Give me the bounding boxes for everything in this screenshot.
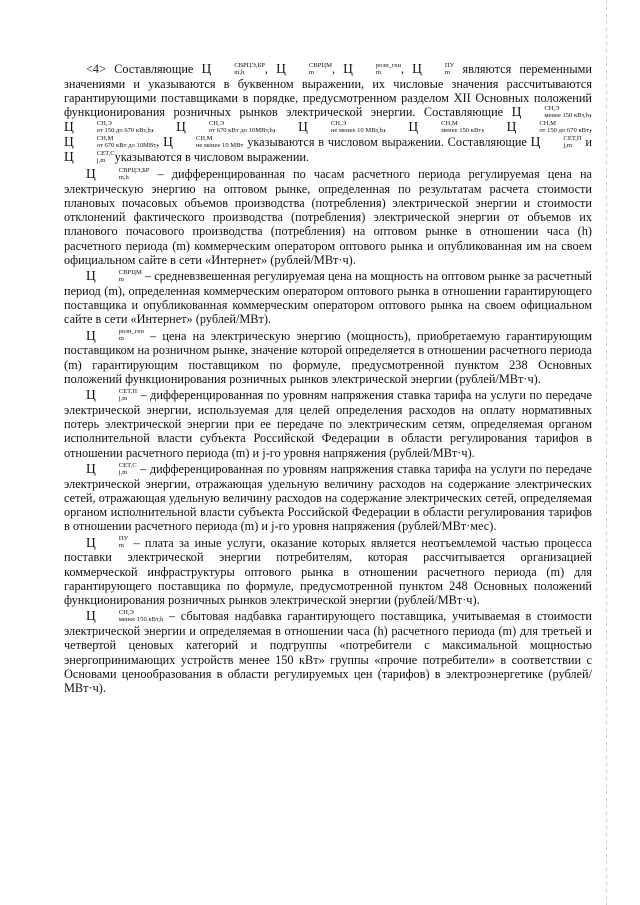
symbol-subscript: менее 150 кВт,h xyxy=(118,616,164,624)
paragraph xyxy=(64,388,592,460)
math-symbol xyxy=(64,134,156,149)
math-symbol xyxy=(412,61,454,76)
symbol-superscript: ПУ xyxy=(444,61,455,69)
symbol-base: Ц xyxy=(176,119,186,135)
symbol-base: Ц xyxy=(511,104,522,120)
math-symbol xyxy=(408,119,481,134)
paragraph-text: <4> Составляющие xyxy=(86,62,202,76)
paragraph xyxy=(64,536,592,608)
symbol-indices xyxy=(354,62,401,76)
symbol-indices xyxy=(97,535,128,549)
symbol-indices xyxy=(522,105,589,119)
paragraph-text: являются переменными значениями и указываются в буквенном выражении, их числовые значения рассчитываются гарантирующими поставщиками в порядке, предусмотренном разделом XII Основных положений функционирования розничных рынков электрической энергии. Составляющие xyxy=(64,62,592,120)
symbol-base: Ц xyxy=(298,119,308,135)
paragraph xyxy=(64,269,592,327)
symbol-subscript: менее 150 кВт,h xyxy=(544,112,589,120)
paragraph-text: – средневзвешенная регулируемая цена на мощность на оптовом рынке за расчетный период (m), определенная коммерческим оператором оптового рынка в отношении гарантирующего поставщика и опубликованная коммерческим оператором оптового рынка на своем официальном сайте в сети «Интернет» (рублей/МВт). xyxy=(64,269,592,327)
symbol-indices xyxy=(97,167,150,181)
paragraph xyxy=(64,462,592,534)
symbol-indices xyxy=(97,388,137,402)
symbol-subscript: m,h xyxy=(234,68,245,76)
math-symbol xyxy=(276,61,332,76)
symbol-indices xyxy=(97,462,137,476)
symbol-superscript: СН,Э xyxy=(118,609,134,617)
paragraph-text: – цена на электрическую энергию (мощность), приобретаемую гарантирующим поставщиком на розничном рынке, значение которой определяется в отношении расчетного периода (m) гарантирующим поставщиком по формуле, предусмотренной пунктом 238 Основных положений функционирования розничных рынков электрической энергии (рублей/МВт·ч). xyxy=(64,328,592,386)
symbol-base: Ц xyxy=(86,460,96,476)
symbol-superscript: СН,М xyxy=(96,135,114,143)
math-symbol xyxy=(64,149,115,164)
symbol-superscript: СЕТ,С xyxy=(118,461,137,469)
symbol-indices xyxy=(541,135,581,149)
symbol-indices xyxy=(287,62,332,76)
symbol-superscript: СВРЦЭ,БР xyxy=(234,61,265,69)
paragraph-text: , xyxy=(481,120,507,135)
symbol-superscript: ПУ xyxy=(118,535,129,543)
symbol-indices xyxy=(75,120,151,134)
symbol-base: Ц xyxy=(163,134,173,150)
symbol-indices xyxy=(97,609,164,623)
symbol-subscript: j,m xyxy=(563,142,573,150)
symbol-superscript: СН,М xyxy=(539,120,556,128)
math-symbol xyxy=(86,328,144,343)
symbol-indices xyxy=(309,120,383,134)
paragraph-text: указываются в числовом выражении. Составляющие xyxy=(243,135,531,150)
symbol-indices xyxy=(212,62,265,76)
symbol-subscript: m,h xyxy=(118,173,129,181)
symbol-superscript: СЕТ,П xyxy=(563,135,582,143)
symbol-superscript: СН,Э xyxy=(208,120,225,128)
paragraph-text: , xyxy=(150,120,177,135)
symbol-subscript: m xyxy=(118,335,124,343)
symbol-subscript: j,m xyxy=(118,395,128,402)
symbol-base: Ц xyxy=(64,119,74,135)
paragraph-text: – сбытовая надбавка гарантирующего поставщика, учитываемая в стоимости электрической энергии и определяемая в отношении часа (h) расчетного периода (m) для третьей и четвертой ценовых категорий и подгруппы «потребители с максимальной мощностью энергопринимающих устройств менее 150 кВт» группы «прочие потребители» в соответствии с Основами ценообразования в области регулируемых цен (тарифов) в электроэнергетике (рублей/МВт·ч). xyxy=(64,609,592,695)
paragraph-text: , xyxy=(382,120,409,135)
symbol-superscript: розн_ген xyxy=(118,328,144,336)
symbol-subscript: не менее 10 МВт xyxy=(195,142,244,150)
symbol-base: Ц xyxy=(530,134,541,150)
paragraph-text: и xyxy=(581,135,592,150)
symbol-subscript: менее 150 кВт xyxy=(441,127,482,135)
math-symbol xyxy=(86,166,149,181)
paragraph xyxy=(64,167,592,267)
symbol-base: Ц xyxy=(86,608,96,624)
symbol-base: Ц xyxy=(408,119,419,135)
symbol-superscript: СЕТ,П xyxy=(118,388,137,395)
symbol-superscript: СЕТ,С xyxy=(96,149,115,157)
symbol-base: Ц xyxy=(86,387,96,403)
paragraph xyxy=(64,62,592,165)
symbol-superscript: СВРЦМ xyxy=(308,61,332,69)
symbol-subscript: m xyxy=(308,68,314,76)
math-symbol xyxy=(298,119,383,134)
math-symbol xyxy=(86,608,163,623)
math-symbol xyxy=(86,461,137,476)
symbol-base: Ц xyxy=(506,119,517,135)
symbol-subscript: j,m xyxy=(96,156,106,164)
symbol-indices xyxy=(517,120,589,134)
paragraph-text: – дифференцированная по часам расчетного периода регулируемая цена на электрическую энергию на оптовом рынке, определенная по результатам расчета стоимости плановых почасовых объемов производства (потребления) электрической энергии и стоимости отклонений фактического производства (потребления) электрической энергии от объемов их планового почасового производства (потребления) на оптовом рынке в отношении часа (h) расчетного периода (m) коммерческим оператором оптового рынка и опубликованная им на своем официальном сайте в сети «Интернет» (рублей/МВт·ч). xyxy=(64,166,592,267)
symbol-subscript: m xyxy=(118,275,124,283)
page-edge-dotted-line xyxy=(606,0,607,905)
symbol-base: Ц xyxy=(86,327,96,343)
symbol-subscript: m xyxy=(444,68,451,76)
symbol-subscript: от 150 до 670 кВт xyxy=(539,127,589,135)
symbol-superscript: СН,Э xyxy=(330,120,347,128)
math-symbol xyxy=(64,119,151,134)
symbol-indices xyxy=(75,135,156,149)
symbol-subscript: от 150 до 670 кВт,h xyxy=(96,127,151,135)
paragraph-text: , xyxy=(156,135,164,150)
math-symbol xyxy=(86,387,137,402)
symbol-subscript: m xyxy=(118,542,124,550)
symbol-indices xyxy=(97,328,144,342)
symbol-indices xyxy=(187,120,273,134)
symbol-subscript: j,m xyxy=(118,468,128,476)
symbol-subscript: от 670 кВт до 10МВт,h xyxy=(208,127,273,135)
paragraph-text: указываются в числовом выражении. xyxy=(114,150,310,165)
paragraph xyxy=(64,329,592,387)
symbol-superscript: СН,М xyxy=(441,120,458,128)
symbol-superscript: СВРЦЭ,БР xyxy=(118,166,150,174)
math-symbol xyxy=(531,134,582,149)
symbol-base: Ц xyxy=(276,61,286,76)
paragraph-text: – дифференцированная по уровням напряжения ставка тарифа на услуги по передаче электрической энергии, отражающая удельную величину расходов на содержание электрических сетей, отражающая удельную величину расходов на содержание электрических сетей, определяемая органом исполнительной власти субъекта Российской Федерации в области регулирования тарифов в отношении расчетного периода (m) и j-го уровня напряжения (рублей/МВт·мес). xyxy=(64,461,592,534)
symbol-base: Ц xyxy=(201,61,212,76)
symbol-superscript: СН,Э xyxy=(544,105,560,113)
symbol-indices xyxy=(423,62,454,76)
math-symbol xyxy=(86,535,128,550)
paragraph-text: , xyxy=(264,62,277,76)
paragraph-text: , xyxy=(588,120,593,135)
symbol-base: Ц xyxy=(412,61,422,76)
document-body xyxy=(64,62,592,697)
symbol-superscript: СВРЦМ xyxy=(118,268,142,276)
symbol-subscript: не менее 10 МВт,h xyxy=(330,127,383,135)
symbol-indices xyxy=(419,120,481,134)
paragraph-text: , xyxy=(272,120,299,135)
paragraph xyxy=(64,609,592,695)
symbol-subscript: от 670 кВт до 10МВт xyxy=(96,142,157,150)
paragraph-text: , xyxy=(400,62,413,76)
symbol-subscript: m xyxy=(375,68,382,76)
symbol-base: Ц xyxy=(86,268,96,284)
symbol-base: Ц xyxy=(86,534,96,550)
paragraph-text: , xyxy=(331,62,344,76)
math-symbol xyxy=(176,119,273,134)
symbol-base: Ц xyxy=(343,61,353,76)
math-symbol xyxy=(86,268,142,283)
symbol-superscript: розн_ген xyxy=(375,61,401,69)
symbol-indices xyxy=(174,135,244,149)
paragraph-text: – плата за иные услуги, оказание которых является неотъемлемой частью процесса поставки электрической энергии потребителям, которая рассчитывается организацией коммерческой инфраструктуры оптового рынка в отношении расчетного периода (m) для гарантирующего поставщика по формуле, предусмотренной пунктом 248 Основных положений функционирования розничных рынков электрической энергии (рублей/МВт·ч). xyxy=(64,535,592,608)
symbol-base: Ц xyxy=(86,165,96,181)
symbol-indices xyxy=(97,269,142,283)
math-symbol xyxy=(163,134,243,149)
symbol-base: Ц xyxy=(64,134,74,150)
symbol-superscript: СН,М xyxy=(195,135,213,143)
math-symbol xyxy=(507,119,589,134)
paragraph-text: – дифференцированная по уровням напряжения ставка тарифа на услуги по передаче электрической энергии, используемая для целей определения расходов на оплату нормативных потерь электрической энергии при ее передаче по электрическим сетям, определяемая органом исполнительной власти субъекта Российской Федерации в области регулирования тарифов в отношении расчетного периода (m) и j-го уровня напряжения (рублей/МВт·ч). xyxy=(64,388,592,460)
symbol-superscript: СН,Э xyxy=(96,120,112,128)
symbol-indices xyxy=(75,150,115,164)
math-symbol xyxy=(201,61,264,76)
paragraph-text: , xyxy=(588,105,592,120)
math-symbol xyxy=(343,61,401,76)
symbol-base: Ц xyxy=(64,149,74,165)
math-symbol xyxy=(512,104,589,119)
